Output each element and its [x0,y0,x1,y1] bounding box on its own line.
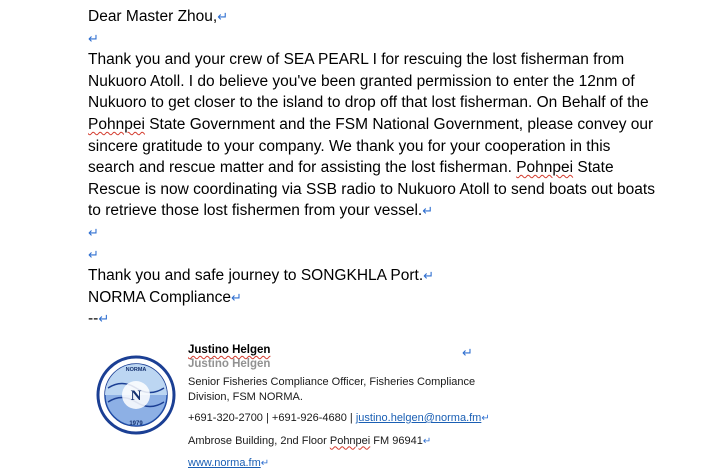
paragraph-mark-icon: ↵ [422,435,432,447]
paragraph-text: Thank you and safe journey to SONGKHLA Port. [88,267,424,285]
signature-name-duplicate: Justino Helgen [188,358,271,370]
separator: | [346,412,356,424]
signature-spacer [188,427,618,434]
svg-text:NORMA: NORMA [125,367,147,373]
paragraph-blank-2 [88,222,658,244]
email-body [88,6,658,330]
signature-title-line-1: Senior Fisheries Compliance Officer, Fisheries Compliance [188,376,476,388]
svg-text:N: N [130,388,142,404]
signature-address: Ambrose Building, 2nd Floor Pohnpei FM 96941↵ [188,434,432,447]
paragraph-mark-icon: ↵ [231,289,242,305]
paragraph-signature-delimiter [88,308,658,330]
paragraph-mark-icon: ↵ [260,458,270,469]
phone-primary: +691-320-2700 [188,412,263,424]
paragraph-mark-icon: ↵ [88,30,99,46]
paragraph-text: Thank you and your crew of SEA PEARL I for rescuing the lost fisherman from Nukuoro Atoll. I do believe you've been granted permission to enter the 12nm of Nukuoro to get closer to the island to drop off that lost fisherman. On Behalf of the Pohnpei State Government and the FSM National Government, please convey our sincere gratitude to your company. We thank you for your cooperation in this search and rescue matter and for assisting the lost fisherman. Pohnpei State Rescue is now coordinating via SSB radio to Nukuoro Atoll to send boats out boats to retrieve those lost fishermen from your vessel. [88,51,660,220]
website-link[interactable]: www.norma.fm [188,457,261,469]
signature-block-paragraph-mark-icon: ↵ [462,345,473,360]
paragraph-mark-icon: ↵ [98,311,110,327]
email-signature [188,343,618,472]
paragraph-greeting [88,6,658,28]
paragraph-closing [88,265,658,287]
signature-contact-line [188,411,618,427]
paragraph-blank-3 [88,244,658,266]
svg-text:1979: 1979 [129,421,143,427]
signature-name: Justino Helgen [188,344,271,356]
paragraph-text: -- [88,310,99,328]
email-link[interactable]: justino.helgen@norma.fm [355,412,482,424]
paragraph-mark-icon: ↵ [423,268,435,284]
phone-secondary: +691-926-4680 [271,412,347,424]
signature-spacer [188,404,618,411]
paragraph-mark-icon: ↵ [422,203,434,219]
paragraph-mark-icon: ↵ [88,246,99,262]
paragraph-text: Dear Master Zhou, [88,8,218,25]
paragraph-signoff [88,287,658,309]
signature-title-line-2: Division, FSM NORMA. [188,390,303,403]
paragraph-blank-1 [88,28,658,50]
signature-website-line [188,456,618,472]
signature-spacer [188,449,618,456]
norma-seal-logo [96,355,176,435]
paragraph-mark-icon: ↵ [217,9,229,24]
paragraph-text: NORMA Compliance [88,288,231,306]
paragraph-mark-icon: ↵ [88,224,99,240]
paragraph-mark-icon: ↵ [481,413,490,424]
paragraph-main-body [88,49,658,222]
separator: | [262,412,272,424]
